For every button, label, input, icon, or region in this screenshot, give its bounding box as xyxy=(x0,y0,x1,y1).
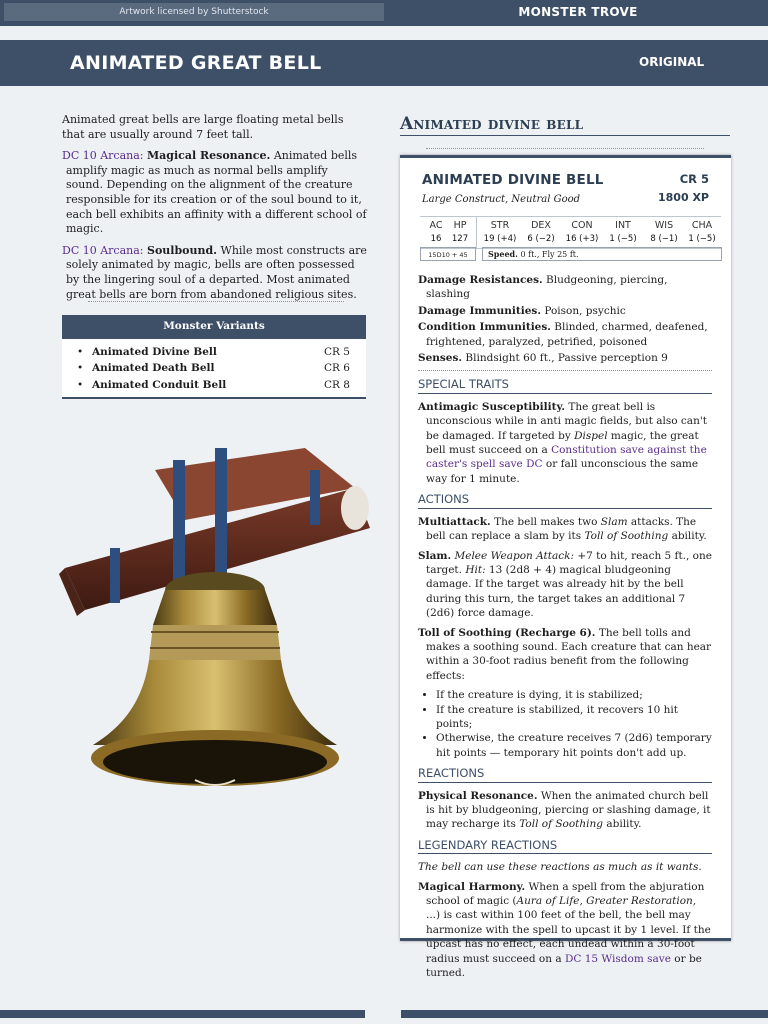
hit-label: Hit: xyxy=(465,563,486,576)
variant-cr: CR 5 xyxy=(324,346,350,358)
property-label: Condition Immunities. xyxy=(418,321,551,334)
property-value: Poison, psychic xyxy=(544,304,626,317)
divider xyxy=(476,217,477,248)
property-line xyxy=(418,304,712,318)
stat-label: AC xyxy=(429,220,443,231)
monster-type: Large Construct, Neutral Good xyxy=(422,194,581,205)
variant-name: Animated Divine Bell xyxy=(92,346,217,358)
stat-value: 6 (−2) xyxy=(527,234,555,244)
stat-cha xyxy=(683,220,721,246)
statblock-section-heading: Animated divine bell xyxy=(400,114,730,136)
actions-heading: ACTIONS xyxy=(418,492,712,508)
stat-value: 1 (−5) xyxy=(609,234,637,244)
bullet-icon: • xyxy=(77,346,84,358)
reaction-physical-resonance xyxy=(418,789,712,832)
trait-title: Antimagic Susceptibility. xyxy=(418,400,566,413)
special-traits-heading: SPECIAL TRAITS xyxy=(418,377,712,393)
variant-name: Animated Conduit Bell xyxy=(92,378,227,391)
dotted-divider xyxy=(88,301,344,302)
reaction-text: ...) is cast within 100 feet of the bell, the bell may harmonize with the spell to upcast it by 1 level. If the upcast has no effect, each undead within a 30-foot radius must succeed on a xyxy=(426,909,711,965)
footer-bar-right xyxy=(401,1010,768,1018)
challenge-rating: CR 5 xyxy=(679,172,709,186)
stat-value: 8 (−1) xyxy=(650,234,678,244)
artwork-credit: Artwork licensed by Shutterstock xyxy=(4,3,384,21)
stat-ac xyxy=(424,220,448,246)
lore-title: Soulbound. xyxy=(147,243,218,257)
action-text: The bell makes two xyxy=(494,515,598,528)
stat-value: 1 (−5) xyxy=(688,234,716,244)
reaction-title: Physical Resonance. xyxy=(418,789,538,802)
action-ref: Slam xyxy=(600,515,628,528)
lore-entry xyxy=(62,149,368,237)
action-text: 13 (2d8 + 4) magical bludgeoning damage. If the target was already hit by the bell during this turn, the target takes an additional 7 (2d6) force damage. xyxy=(426,563,686,620)
spell-name: Dispel xyxy=(574,429,608,442)
property-line xyxy=(418,273,712,302)
reaction-text: ability. xyxy=(606,818,642,831)
property-value: Blindsight 60 ft., Passive perception 9 xyxy=(465,352,668,365)
action-ref: Toll of Soothing xyxy=(584,530,669,543)
legendary-intro: The bell can use these reactions as much as it wants. xyxy=(418,861,702,874)
stat-value: 16 (+3) xyxy=(565,234,599,244)
toll-effects-list xyxy=(418,688,712,760)
stat-hp xyxy=(448,220,472,246)
stat-value: 127 xyxy=(451,234,469,244)
dotted-divider xyxy=(418,370,712,371)
property-line xyxy=(418,351,712,365)
bullet-icon: • xyxy=(77,362,84,375)
dc-check: DC 10 Arcana: xyxy=(62,243,144,257)
page-title: ANIMATED GREAT BELL xyxy=(70,52,322,74)
speed-value: 0 ft., Fly 25 ft. xyxy=(520,250,579,259)
top-bar xyxy=(0,0,768,26)
variant-cr: CR 6 xyxy=(324,362,350,375)
brand-label[interactable]: MONSTER TROVE xyxy=(518,5,638,19)
variant-cr: CR 8 xyxy=(324,378,350,391)
legendary-magical-harmony xyxy=(418,880,712,981)
monster-name: ANIMATED DIVINE BELL xyxy=(422,172,604,188)
property-line xyxy=(418,320,712,349)
trait-antimagic xyxy=(418,400,712,486)
action-text: attacks. The bell can replace a slam by its xyxy=(426,515,697,543)
action-ref: Toll of Soothing xyxy=(519,818,604,831)
title-bar xyxy=(0,40,768,86)
stat-label: CON xyxy=(571,220,593,231)
speed-label: Speed. xyxy=(488,249,518,259)
reaction-title: Magical Harmony. xyxy=(418,880,526,893)
property-label: Damage Immunities. xyxy=(418,304,541,317)
stat-str xyxy=(480,220,520,246)
reactions-heading: REACTIONS xyxy=(418,766,712,782)
stat-label: HP xyxy=(453,220,467,231)
lore-text: While most constructs are solely animated by magic, bells are often possessed by the lingering soul of a departed. Most animated great bells are born from abandoned religious sites. xyxy=(66,243,367,301)
action-text: +7 to hit, reach 5 ft., one target. xyxy=(426,549,712,576)
stat-label: DEX xyxy=(531,220,551,231)
stat-wis xyxy=(644,220,684,246)
reaction-text: When the animated church bell is hit by bludgeoning, piercing or slashing damage, it may recharge its xyxy=(426,789,711,831)
speed-box xyxy=(482,247,722,261)
stat-int xyxy=(603,220,643,246)
footer-bar-left xyxy=(0,1010,365,1018)
monster-variants-box xyxy=(62,315,366,399)
variant-item[interactable] xyxy=(62,377,366,393)
stat-value: 19 (+4) xyxy=(483,234,517,244)
list-item: • If the creature is stabilized, it recovers 10 hit points; xyxy=(436,703,712,732)
bullet-icon: • xyxy=(77,378,84,391)
action-text: The bell tolls and makes a soothing sound. Each creature that can hear within a 30-foot radius benefit from the following effects: xyxy=(426,626,712,682)
stat-label: STR xyxy=(490,220,510,231)
action-multiattack xyxy=(418,515,712,544)
variant-item[interactable] xyxy=(62,360,366,376)
property-label: Damage Resistances. xyxy=(418,274,543,286)
stat-dex xyxy=(521,220,561,246)
dc-check: DC 10 Arcana: xyxy=(62,149,144,163)
save-link[interactable]: Constitution save against the caster's spell save DC xyxy=(426,444,707,471)
list-item: • If the creature is dying, it is stabilized; xyxy=(436,688,712,702)
list-item: • Otherwise, the creature receives 7 (2d6) temporary hit points — temporary hit points don't add up. xyxy=(436,731,712,760)
stat-con xyxy=(562,220,602,246)
lore-title: Magical Resonance. xyxy=(147,149,271,163)
trait-text: The great bell is unconscious while in anti magic fields, but also can't be damaged. If targeted by xyxy=(426,400,707,442)
stat-block-body xyxy=(418,273,712,985)
reaction-text: or be turned. xyxy=(426,952,702,980)
action-title: Toll of Soothing (Recharge 6). xyxy=(418,626,596,639)
property-value: Blinded, charmed, deafened, frightened, paralyzed, petrified, poisoned xyxy=(426,321,708,348)
action-title: Multiattack. xyxy=(418,515,491,528)
action-slam xyxy=(418,549,712,621)
ability-scores xyxy=(420,216,721,249)
bell-illustration xyxy=(55,440,380,825)
experience-points: 1800 XP xyxy=(658,191,709,204)
property-label: Senses. xyxy=(418,352,463,365)
reaction-text: When a spell from the abjuration school of magic ( xyxy=(426,880,705,908)
property-value: Bludgeoning, piercing, slashing xyxy=(426,274,668,301)
variant-name: Animated Death Bell xyxy=(92,362,215,375)
lore-entry xyxy=(62,244,368,302)
hit-dice-box: 15D10 + 45 xyxy=(420,247,476,261)
trait-text: or fall unconscious the same way for 1 minute. xyxy=(426,458,699,485)
intro-paragraph: Animated great bells are large floating metal bells that are usually around 7 feet tall. xyxy=(62,113,344,141)
variants-list xyxy=(62,339,366,399)
lore-column xyxy=(62,113,368,309)
original-badge: ORIGINAL xyxy=(639,55,705,69)
attack-kind: Melee Weapon Attack: xyxy=(454,549,575,562)
stat-label: WIS xyxy=(654,220,674,231)
variants-heading: Monster Variants xyxy=(62,315,366,339)
action-text: ability. xyxy=(671,530,707,543)
legendary-reactions-heading: LEGENDARY REACTIONS xyxy=(418,838,712,854)
dotted-divider xyxy=(426,148,704,149)
stat-label: INT xyxy=(615,220,631,231)
stat-label: CHA xyxy=(691,220,713,231)
lore-text: Animated bells amplify magic as much as normal bells amplify sound. Depending on the alignment of the creature responsible for its creation or of the soul bound to it, each bell exhibits an affinity with a different school of magic. xyxy=(66,149,367,236)
stat-value: 16 xyxy=(430,234,442,244)
save-link[interactable]: DC 15 Wisdom save xyxy=(564,952,671,965)
action-toll xyxy=(418,626,712,684)
action-title: Slam. xyxy=(418,549,452,562)
spell-names: Aura of Life, Greater Restoration, xyxy=(516,895,697,908)
stat-block xyxy=(400,155,731,980)
trait-text: magic, the great bell must succeed on a xyxy=(426,429,699,457)
variant-item[interactable] xyxy=(62,344,366,360)
